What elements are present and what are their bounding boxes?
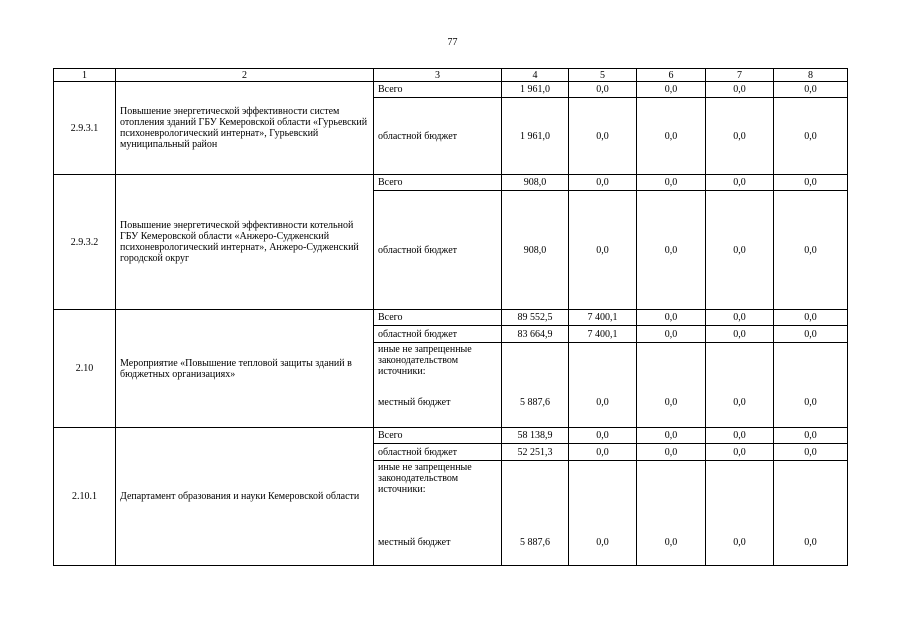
value-cell: 908,0 xyxy=(502,191,569,310)
value-cell: 1 961,0 xyxy=(502,82,569,98)
value-cell: 0,0 xyxy=(706,191,774,310)
value-cell: 0,0 xyxy=(637,98,706,175)
value-cell: 0,0 xyxy=(774,98,848,175)
funding-source: областной бюджет xyxy=(374,444,502,461)
column-number: 1 xyxy=(54,69,116,82)
value-cell: 52 251,3 xyxy=(502,444,569,461)
other-sources-label: иные не запрещенные законодательством источники: xyxy=(374,343,502,379)
value-cell: 0,0 xyxy=(706,326,774,343)
value-cell: 0,0 xyxy=(637,175,706,191)
header-row xyxy=(54,69,848,82)
value-cell: 7 400,1 xyxy=(569,326,637,343)
value-cell: 7 400,1 xyxy=(569,310,637,326)
value-cell: 0,0 xyxy=(569,428,637,444)
funding-source: Всего xyxy=(374,310,502,326)
column-number: 4 xyxy=(502,69,569,82)
value-cell: 0,0 xyxy=(637,191,706,310)
value-cell xyxy=(569,343,637,379)
value-cell xyxy=(774,461,848,521)
value-cell: 0,0 xyxy=(706,175,774,191)
page-number: 77 xyxy=(447,37,458,48)
value-cell: 0,0 xyxy=(569,521,637,566)
table-row xyxy=(54,175,848,191)
item-code: 2.10 xyxy=(54,310,116,428)
item-code: 2.9.3.2 xyxy=(54,175,116,310)
value-cell: 0,0 xyxy=(637,326,706,343)
value-cell: 0,0 xyxy=(706,379,774,428)
value-cell: 908,0 xyxy=(502,175,569,191)
value-cell xyxy=(502,461,569,521)
column-number: 7 xyxy=(706,69,774,82)
value-cell xyxy=(637,461,706,521)
value-cell: 0,0 xyxy=(569,191,637,310)
value-cell xyxy=(774,343,848,379)
value-cell: 89 552,5 xyxy=(502,310,569,326)
column-number: 6 xyxy=(637,69,706,82)
value-cell: 0,0 xyxy=(774,191,848,310)
value-cell: 0,0 xyxy=(569,379,637,428)
table-row xyxy=(54,82,848,98)
item-name: Повышение энергетической эффективности систем отопления зданий ГБУ Кемеровской области «Гурьевский психоневрологический интернат», Гурьевский муниципальный район xyxy=(116,82,374,175)
value-cell: 1 961,0 xyxy=(502,98,569,175)
value-cell: 0,0 xyxy=(774,379,848,428)
funding-source: местный бюджет xyxy=(374,379,502,428)
value-cell: 0,0 xyxy=(774,82,848,98)
value-cell: 0,0 xyxy=(569,98,637,175)
funding-source: областной бюджет xyxy=(374,326,502,343)
column-number: 3 xyxy=(374,69,502,82)
table-row xyxy=(54,428,848,444)
value-cell: 58 138,9 xyxy=(502,428,569,444)
item-code: 2.10.1 xyxy=(54,428,116,566)
value-cell: 83 664,9 xyxy=(502,326,569,343)
value-cell: 0,0 xyxy=(637,310,706,326)
value-cell xyxy=(637,343,706,379)
value-cell: 0,0 xyxy=(706,82,774,98)
column-number: 2 xyxy=(116,69,374,82)
value-cell: 0,0 xyxy=(706,98,774,175)
funding-source: Всего xyxy=(374,82,502,98)
value-cell: 0,0 xyxy=(774,310,848,326)
value-cell: 0,0 xyxy=(706,521,774,566)
value-cell xyxy=(706,461,774,521)
value-cell: 5 887,6 xyxy=(502,379,569,428)
funding-source: областной бюджет xyxy=(374,98,502,175)
column-number: 8 xyxy=(774,69,848,82)
budget-table xyxy=(53,68,848,566)
item-name: Мероприятие «Повышение тепловой защиты зданий в бюджетных организациях» xyxy=(116,310,374,428)
value-cell: 0,0 xyxy=(774,521,848,566)
value-cell: 0,0 xyxy=(637,82,706,98)
value-cell: 0,0 xyxy=(774,175,848,191)
value-cell: 0,0 xyxy=(569,175,637,191)
funding-source: Всего xyxy=(374,175,502,191)
value-cell: 0,0 xyxy=(774,428,848,444)
value-cell: 0,0 xyxy=(637,428,706,444)
item-code: 2.9.3.1 xyxy=(54,82,116,175)
item-name: Повышение энергетической эффективности котельной ГБУ Кемеровской области «Анжеро-Судженский психоневрологический интернат», Анжеро-Судженский городской округ xyxy=(116,175,374,310)
value-cell xyxy=(569,461,637,521)
value-cell: 0,0 xyxy=(706,428,774,444)
funding-source: местный бюджет xyxy=(374,521,502,566)
table-row xyxy=(54,310,848,326)
other-sources-label: иные не запрещенные законодательством источники: xyxy=(374,461,502,521)
value-cell: 0,0 xyxy=(637,521,706,566)
value-cell: 0,0 xyxy=(706,444,774,461)
value-cell: 0,0 xyxy=(774,444,848,461)
value-cell: 0,0 xyxy=(569,82,637,98)
funding-source: Всего xyxy=(374,428,502,444)
value-cell: 0,0 xyxy=(637,379,706,428)
value-cell xyxy=(502,343,569,379)
value-cell: 5 887,6 xyxy=(502,521,569,566)
value-cell: 0,0 xyxy=(706,310,774,326)
value-cell: 0,0 xyxy=(637,444,706,461)
value-cell: 0,0 xyxy=(774,326,848,343)
value-cell xyxy=(706,343,774,379)
item-name: Департамент образования и науки Кемеровской области xyxy=(116,428,374,566)
value-cell: 0,0 xyxy=(569,444,637,461)
column-number: 5 xyxy=(569,69,637,82)
funding-source: областной бюджет xyxy=(374,191,502,310)
